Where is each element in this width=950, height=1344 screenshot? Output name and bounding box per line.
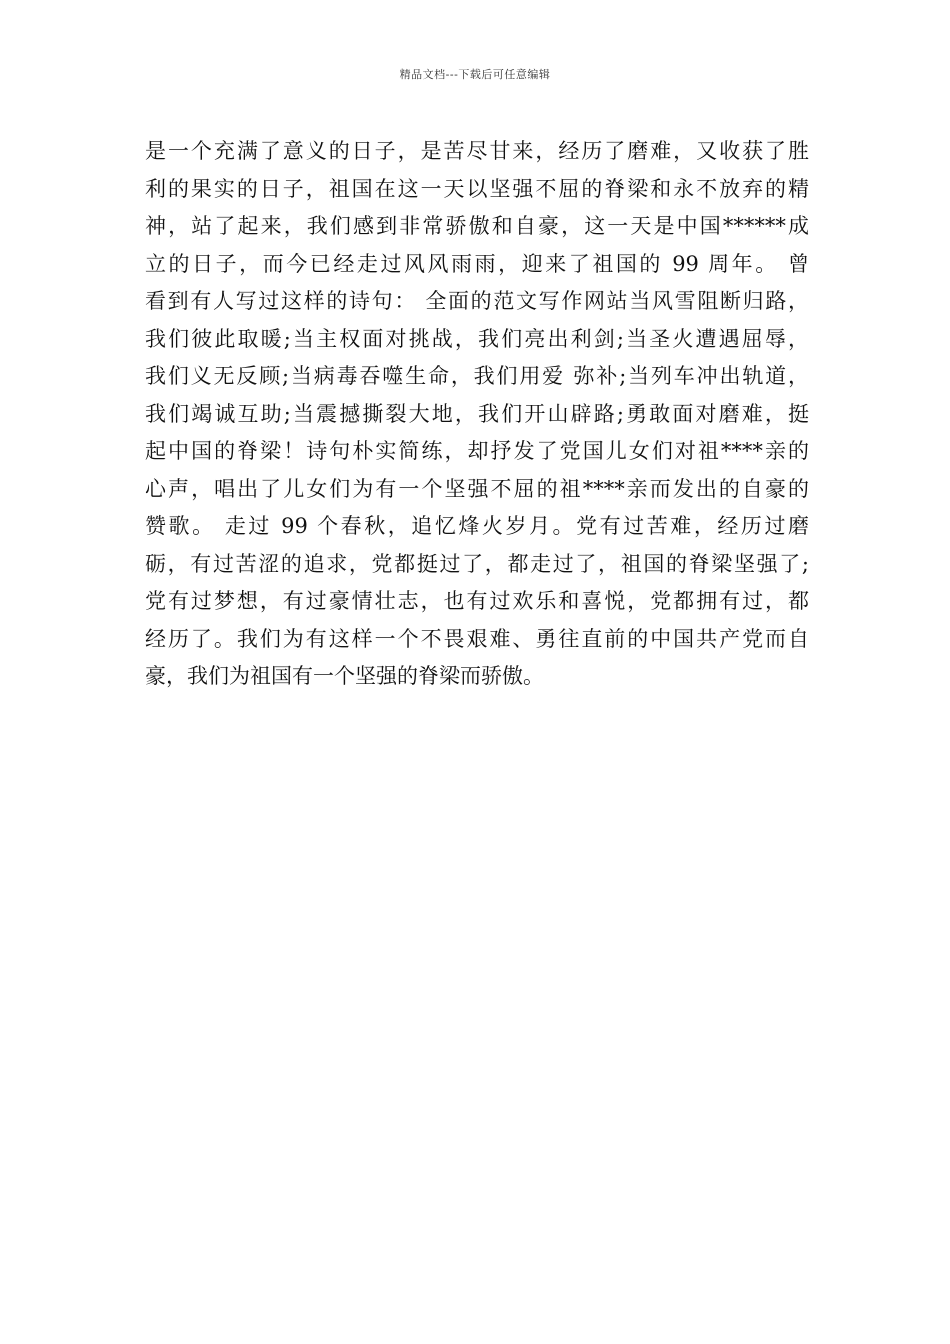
text-line: 我们竭诚互助;当震撼撕裂大地，我们开山辟路;勇敢面对磨难，挺 <box>145 401 809 426</box>
text-line: 我们彼此取暖;当主权面对挑战，我们亮出利剑;当圣火遭遇屈辱， <box>145 326 809 351</box>
text-line: 是一个充满了意义的日子，是苦尽甘来，经历了磨难，又收获了胜 <box>145 139 809 163</box>
text-line: 起中国的脊梁！诗句朴实简练，却抒发了党国儿女们对祖****亲的 <box>145 439 809 463</box>
text-line: 我们义无反顾;当病毒吞噬生命，我们用爱 弥补;当列车冲出轨道， <box>145 364 809 388</box>
text-line: 神，站了起来，我们感到非常骄傲和自豪，这一天是中国******成 <box>145 214 809 238</box>
text-line: 立的日子，而今已经走过风风雨雨，迎来了祖国的 99 周年。 曾 <box>145 251 809 276</box>
text-line: 豪，我们为祖国有一个坚强的脊梁而骄傲。 <box>145 664 544 688</box>
body-paragraph <box>145 133 809 696</box>
text-line: 经历了。我们为有这样一个不畏艰难、勇往直前的中国共产党而自 <box>145 626 809 651</box>
text-line: 看到有人写过这样的诗句： 全面的范文写作网站当风雪阻断归路， <box>145 289 809 313</box>
text-line: 心声，唱出了儿女们为有一个坚强不屈的祖****亲而发出的自豪的 <box>145 476 809 501</box>
text-line: 赞歌。 走过 99 个春秋，追忆烽火岁月。党有过苦难，经历过磨 <box>145 514 809 538</box>
text-line: 砺，有过苦涩的追求，党都挺过了，都走过了，祖国的脊梁坚强了; <box>145 551 809 576</box>
text-line: 党有过梦想，有过豪情壮志，也有过欢乐和喜悦，党都拥有过，都 <box>145 589 809 613</box>
text-line: 利的果实的日子，祖国在这一天以坚强不屈的脊梁和永不放弃的精 <box>145 176 809 201</box>
page-header: 精品文档---下载后可任意编辑 <box>399 68 551 81</box>
